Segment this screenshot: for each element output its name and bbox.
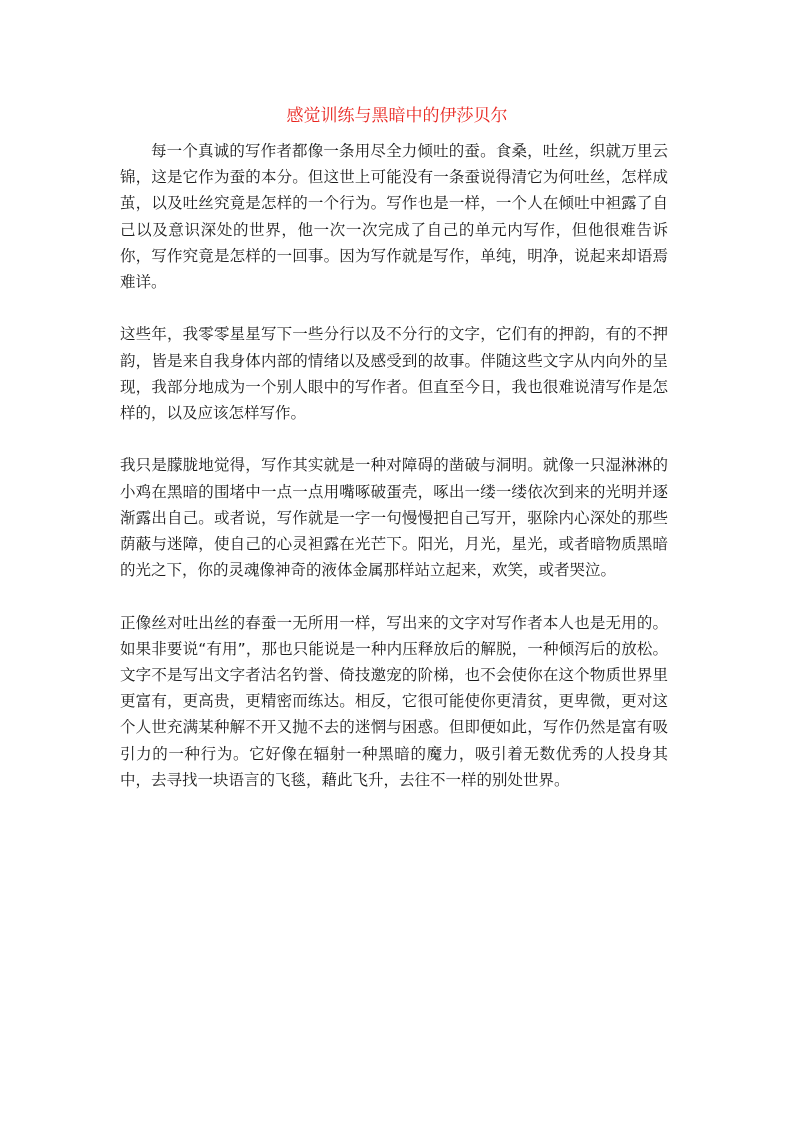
document-title: 感觉训练与黑暗中的伊莎贝尔 [286, 106, 508, 126]
document-body [120, 138, 668, 819]
paragraph-4: 正像丝对吐出丝的春蚕一无所用一样，写出来的文字对写作者本人也是无用的。如果非要说“有用”，那也只能说是一种内压释放后的解脱，一种倾泻后的放松。文字不是写出文字者沽名钓誉、倚技邀宠的阶梯，也不会使你在这个物质世界里更富有，更高贵，更精密而练达。相反，它很可能使你更清贫，更卑微，更对这个人世充满某种解不开又抛不去的迷惘与困惑。但即便如此，写作仍然是富有吸引力的一种行为。它好像在辐射一种黑暗的魔力，吸引着无数优秀的人投身其中，去寻找一块语言的飞毯，藉此飞升，去往不一样的别处世界。 [120, 613, 668, 789]
paragraph-2: 这些年，我零零星星写下一些分行以及不分行的文字，它们有的押韵，有的不押韵，皆是来自我身体内部的情绪以及感受到的故事。伴随这些文字从内向外的呈现，我部分地成为一个别人眼中的写作者。但直至今日，我也很难说清写作是怎样的，以及应该怎样写作。 [120, 325, 668, 423]
paragraph-1: 每一个真诚的写作者都像一条用尽全力倾吐的蚕。食桑，吐丝，织就万里云锦，这是它作为蚕的本分。但这世上可能没有一条蚕说得清它为何吐丝，怎样成茧，以及吐丝究竟是怎样的一个行为。写作也是一样，一个人在倾吐中袒露了自己以及意识深处的世界，他一次一次完成了自己的单元内写作，但他很难告诉你，写作究竟是怎样的一回事。因为写作就是写作，单纯，明净，说起来却语焉难详。 [120, 142, 668, 292]
paragraph-3: 我只是朦胧地觉得，写作其实就是一种对障碍的凿破与洞明。就像一只湿淋淋的小鸡在黑暗的围堵中一点一点用嘴啄破蛋壳，啄出一缕一缕依次到来的光明并逐渐露出自己。或者说，写作就是一字一句慢慢把自己写开，驱除内心深处的那些荫蔽与迷障，使自己的心灵袒露在光芒下。阳光，月光，星光，或者暗物质黑暗的光之下，你的灵魂像神奇的液体金属那样站立起来，欢笑，或者哭泣。 [120, 456, 668, 580]
